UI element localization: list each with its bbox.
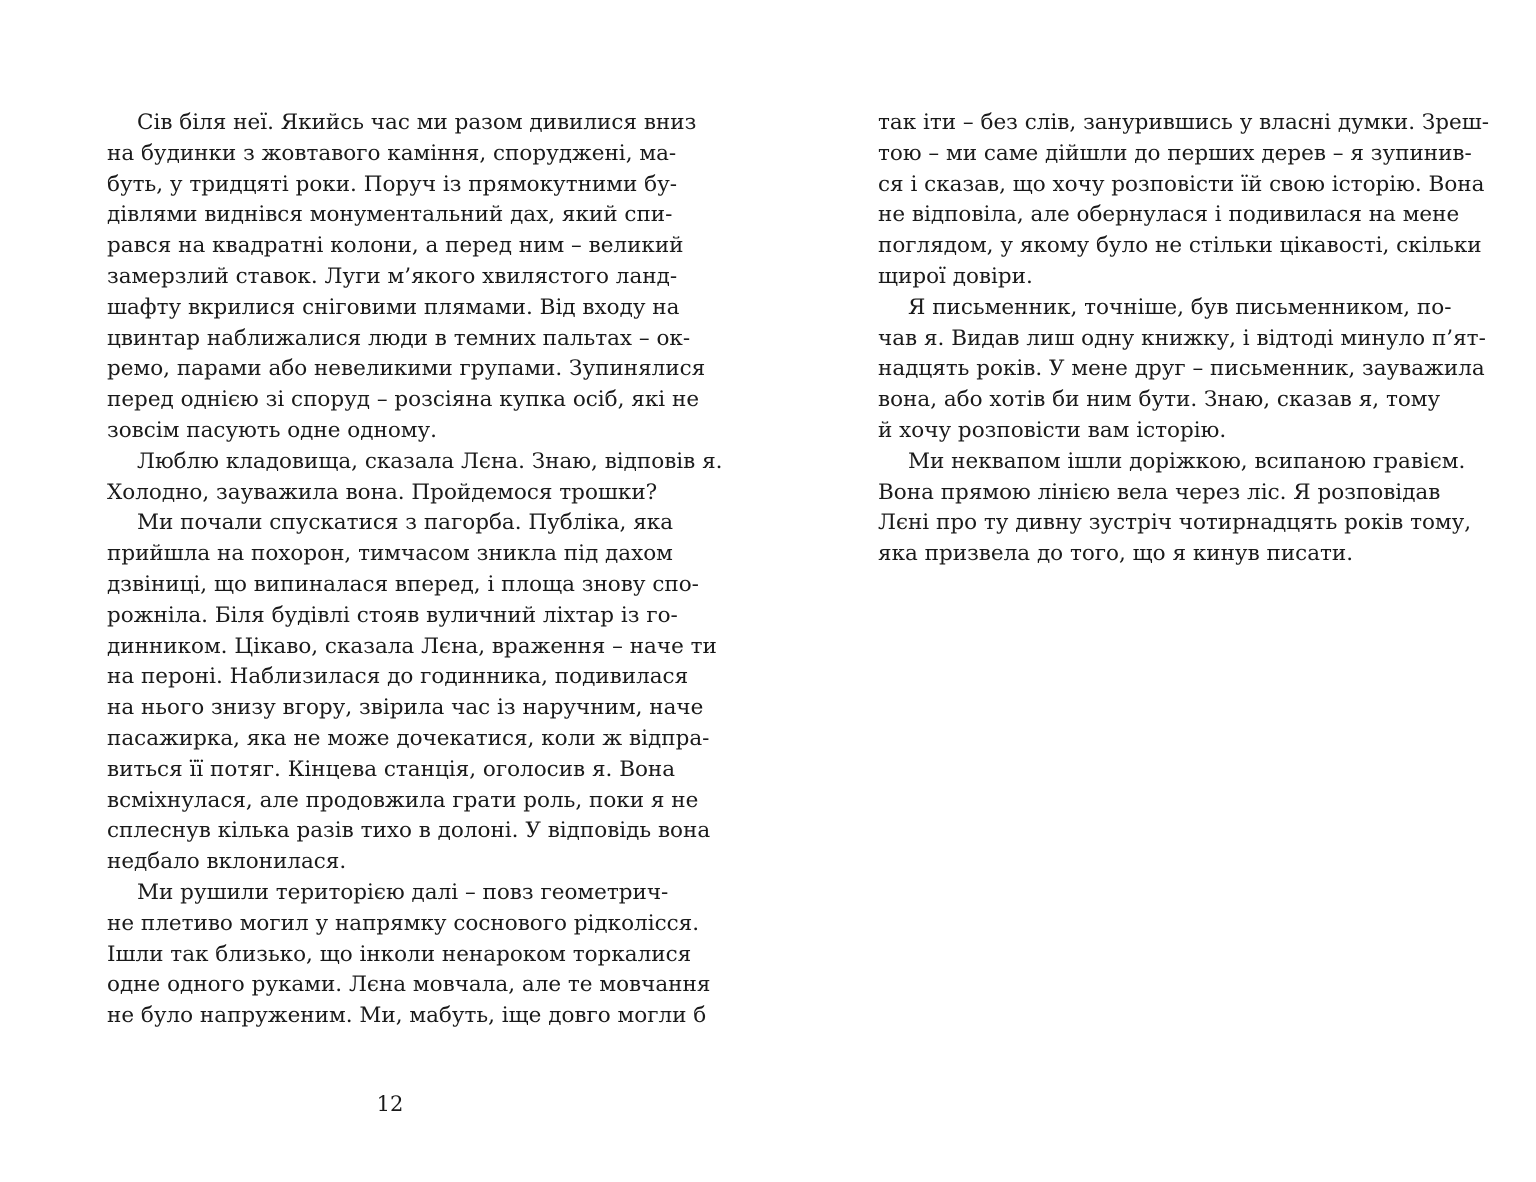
text-line: замерзлий ставок. Луги м’якого хвилястого ланд- [107, 263, 678, 289]
text-line: яка призвела до того, що я кинув писати. [878, 541, 1354, 567]
text-line: чав я. Видав лиш одну книжку, і відтоді минуло п’ят- [878, 325, 1486, 351]
text-line: тою – ми саме дійшли до перших дерев – я зупинив- [878, 140, 1472, 166]
text-line: не плетиво могил у напрямку соснового рідколісся. [107, 910, 700, 936]
text-line: Ми неквапом ішли доріжкою, всипаною гравієм. [908, 448, 1466, 474]
text-line: прийшла на похорон, тимчасом зникла під дахом [107, 541, 673, 567]
text-line: не відповіла, але обернулася і подивилася на мене [878, 202, 1460, 228]
text-line: Ми почали спускатися з пагорба. Публіка, яка [137, 510, 674, 536]
text-line: всміхнулася, але продовжила грати роль, поки я не [107, 787, 699, 813]
text-line: виться її потяг. Кінцева станція, оголосив я. Вона [107, 756, 676, 782]
text-line: ремо, парами або невеликими групами. Зупинялися [107, 356, 706, 382]
text-line: одне одного руками. Лєна мовчала, але те мовчання [107, 972, 711, 998]
right-page [768, 0, 1536, 1182]
right-page-text [878, 108, 1490, 570]
text-line: Сів біля неї. Якийсь час ми разом дивилися вниз [137, 110, 697, 135]
text-line: на будинки з жовтавого каміння, споруджені, ма- [107, 140, 677, 166]
text-line: цвинтар наближалися люди в темних пальтах – ок- [107, 325, 691, 351]
text-line: на нього знизу вгору, звірила час із наручним, наче [107, 695, 704, 721]
text-line: Холодно, зауважила вона. Пройдемося трошки? [107, 479, 658, 505]
text-line: рався на квадратні колони, а перед ним – великий [107, 233, 684, 259]
text-line: Ішли так близько, що інколи ненароком торкалися [107, 941, 692, 967]
text-line: вона, або хотів би ним бути. Знаю, сказав я, тому [878, 387, 1441, 413]
text-line: поглядом, у якому було не стільки цікавості, скільки [878, 233, 1482, 259]
text-line: сплеснув кілька разів тихо в долоні. У відповідь вона [107, 818, 711, 844]
text-line: Вона прямою лінією вела через ліс. Я розповідав [878, 479, 1441, 505]
text-line: шафту вкрилися сніговими плямами. Від входу на [107, 294, 680, 320]
text-line: перед однією зі споруд – розсіяна купка осіб, які не [107, 387, 700, 413]
page-number: 12 [376, 1092, 404, 1116]
text-line: недбало вклонилася. [107, 849, 347, 875]
text-line: динником. Цікаво, сказала Лєна, враження – наче ти [107, 633, 717, 659]
text-line: на пероні. Наблизилася до годинника, подивилася [107, 664, 689, 690]
left-page-text [107, 108, 723, 1032]
text-line: рожніла. Біля будівлі стояв вуличний ліхтар із го- [107, 602, 678, 628]
text-line: дівлями виднівся монументальний дах, який спи- [107, 202, 673, 228]
text-line: дзвіниці, що випиналася вперед, і площа знову спо- [107, 571, 699, 597]
text-line: Люблю кладовища, сказала Лєна. Знаю, відповів я. [137, 448, 723, 474]
text-line: зовсім пасують одне одному. [107, 417, 437, 443]
text-line: ся і сказав, що хочу розповісти їй свою історію. Вона [878, 171, 1485, 197]
text-line: Я письменник, точніше, був письменником, по- [908, 294, 1452, 320]
text-line: Ми рушили територією далі – повз геометрич- [137, 879, 669, 905]
text-line: щирої довіри. [878, 263, 1033, 289]
text-line: не було напруженим. Ми, мабуть, іще довго могли б [107, 1003, 707, 1029]
text-line: й хочу розповісти вам історію. [878, 417, 1227, 443]
text-line: так іти – без слів, занурившись у власні думки. Зреш- [878, 110, 1490, 135]
text-line: надцять років. У мене друг – письменник, зауважила [878, 356, 1485, 382]
text-line: пасажирка, яка не може дочекатися, коли ж відпра- [107, 725, 710, 751]
text-line: буть, у тридцяті роки. Поруч із прямокутними бу- [107, 171, 678, 197]
text-line: Лєні про ту дивну зустріч чотирнадцять років тому, [878, 510, 1472, 536]
